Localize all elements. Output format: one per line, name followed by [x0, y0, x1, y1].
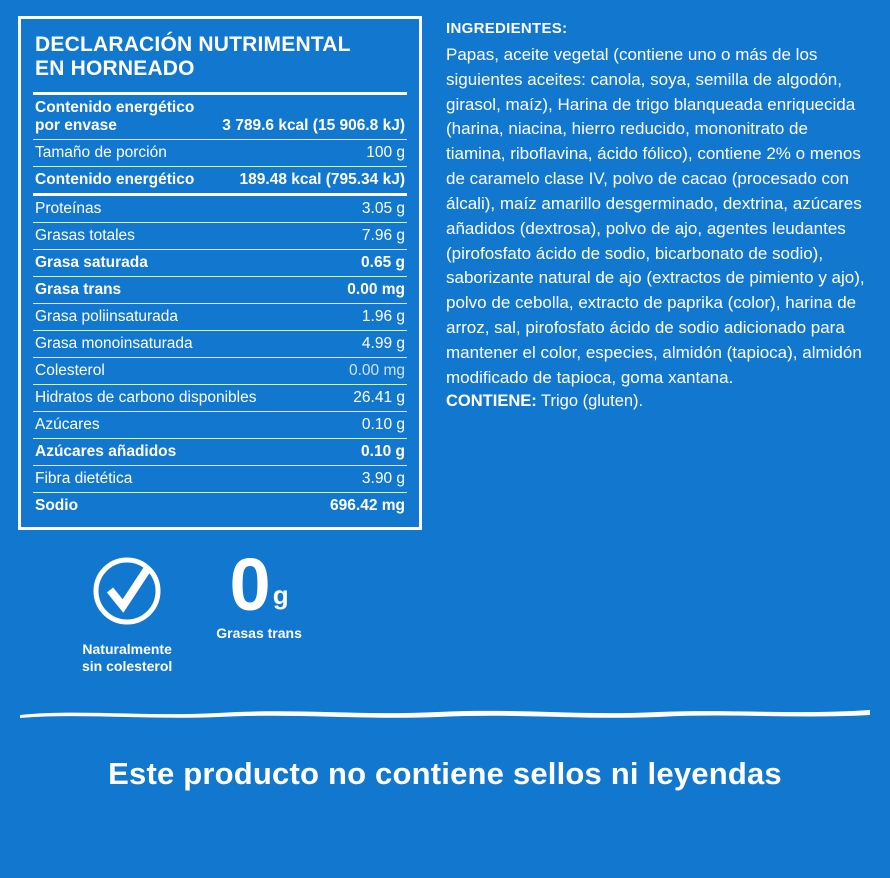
ingredients-column [422, 16, 872, 411]
nutrition-title-line-2: EN HORNEADO [35, 56, 195, 80]
nutrition-rows-table [33, 196, 407, 519]
zero-grams-icon [216, 542, 302, 626]
nutrient-label: Grasa trans [33, 276, 310, 303]
nutrient-label: Fibra dietética [33, 465, 310, 492]
table-row [33, 95, 407, 139]
table-row [33, 196, 407, 223]
nutrition-column [18, 16, 422, 530]
nutrient-label: Proteínas [33, 196, 310, 223]
energy-per-package-label-line-2: por envase [35, 116, 117, 134]
nutrition-title-line-1: DECLARACIÓN NUTRIMENTAL [35, 33, 351, 56]
nutrient-value: 3.05 g [310, 196, 407, 223]
energy-per-portion-label: Contenido energético [33, 166, 208, 194]
energy-per-portion-value: 189.48 kcal (795.34 kJ) [208, 166, 408, 194]
nutrient-value: 7.96 g [310, 222, 407, 249]
table-row [33, 411, 407, 438]
nutrient-label: Colesterol [33, 357, 310, 384]
table-row [33, 492, 407, 519]
check-circle-icon [90, 615, 164, 632]
badge-zero-trans-fat-caption [216, 625, 302, 643]
badge-caption-line-2: sin colesterol [82, 658, 173, 675]
table-row [33, 222, 407, 249]
table-row [33, 276, 407, 303]
badge-no-cholesterol [82, 554, 172, 676]
nutrient-label: Azúcares [33, 411, 310, 438]
nutrition-header-table [33, 95, 407, 196]
table-row [33, 139, 407, 166]
nutrient-label: Grasas totales [33, 222, 310, 249]
nutrient-value: 3.90 g [310, 465, 407, 492]
badge-zero-trans-fat [216, 542, 302, 642]
zero-number: 0 [229, 542, 269, 626]
nutrient-label: Sodio [35, 496, 79, 514]
energy-per-package-value: 3 789.6 kcal (15 906.8 kJ) [208, 95, 408, 139]
table-row [33, 465, 407, 492]
nutrient-value: 26.41 g [310, 384, 407, 411]
nutrient-label: Grasa monoinsaturada [33, 330, 310, 357]
nutrient-value: 0.00 mg [310, 276, 407, 303]
nutrition-panel [18, 16, 422, 530]
contains-label: CONTIENE: [446, 392, 537, 411]
nutrition-rows-body [33, 196, 407, 519]
table-row [33, 384, 407, 411]
energy-per-package-label-line-1: Contenido energético [35, 99, 195, 117]
contains-statement [446, 392, 872, 411]
brush-divider [18, 706, 872, 720]
badge-no-cholesterol-caption [82, 641, 172, 676]
portion-size-value: 100 g [208, 139, 408, 166]
nutrient-value: 1.96 g [310, 303, 407, 330]
nutrition-row-label [33, 95, 208, 139]
contains-value: Trigo (gluten). [541, 392, 644, 411]
nutrient-label: Hidratos de carbono disponibles [33, 384, 310, 411]
nutrient-value: 0.10 g [310, 438, 407, 465]
table-row [33, 249, 407, 276]
footer-statement: Este producto no contiene sellos ni leyendas [108, 755, 782, 791]
table-row [33, 166, 407, 194]
nutrient-value: 0.65 g [310, 249, 407, 276]
table-row [33, 330, 407, 357]
table-row [33, 303, 407, 330]
ingredients-text: Papas, aceite vegetal (contiene uno o más de los siguientes aceites: canola, soya, semilla de algodón, girasol, maíz), Harina de trigo blanqueada enriquecida (harina, niacina, hierro reducido, mononitrato de tiamina, riboflavina, ácido fólico), contiene 2% o menos de caramelo clase IV, polvo de cacao (procesado con álcali), maíz amarillo desgerminado, dextrina, azúcares añadidos (dextrosa), polvo de ajo, agentes leudantes (pirofosfato ácido de sodio, bicarbonato de sodio), saborizante natural de ajo (extractos de pimiento y ajo), polvo de cebolla, extracto de paprika (color), harina de arroz, sal, pirofosfato ácido de sodio adicionado para mantener el color, especies, almidón (tapioca), almidón modificado de tapioca, goma xantana. [446, 45, 865, 387]
table-row [33, 357, 407, 384]
portion-size-label: Tamaño de porción [33, 139, 208, 166]
badge-row [0, 530, 890, 676]
nutrient-label: Azúcares añadidos [33, 438, 310, 465]
badge-caption-line-1: Naturalmente [82, 640, 172, 657]
nutrient-value: 4.99 g [310, 330, 407, 357]
table-row [33, 438, 407, 465]
nutrient-value: 0.00 mg [310, 357, 407, 384]
badge-caption-line-1: Grasas trans [216, 624, 302, 641]
nutrition-panel-title [35, 33, 407, 80]
ingredients-heading: INGREDIENTES: [446, 20, 568, 37]
zero-unit: g [272, 579, 289, 610]
nutrient-label: Grasa poliinsaturada [33, 303, 310, 330]
nutrient-value: 0.10 g [310, 411, 407, 438]
nutrient-value: 696.42 mg [330, 496, 405, 514]
nutrient-label: Grasa saturada [33, 249, 310, 276]
